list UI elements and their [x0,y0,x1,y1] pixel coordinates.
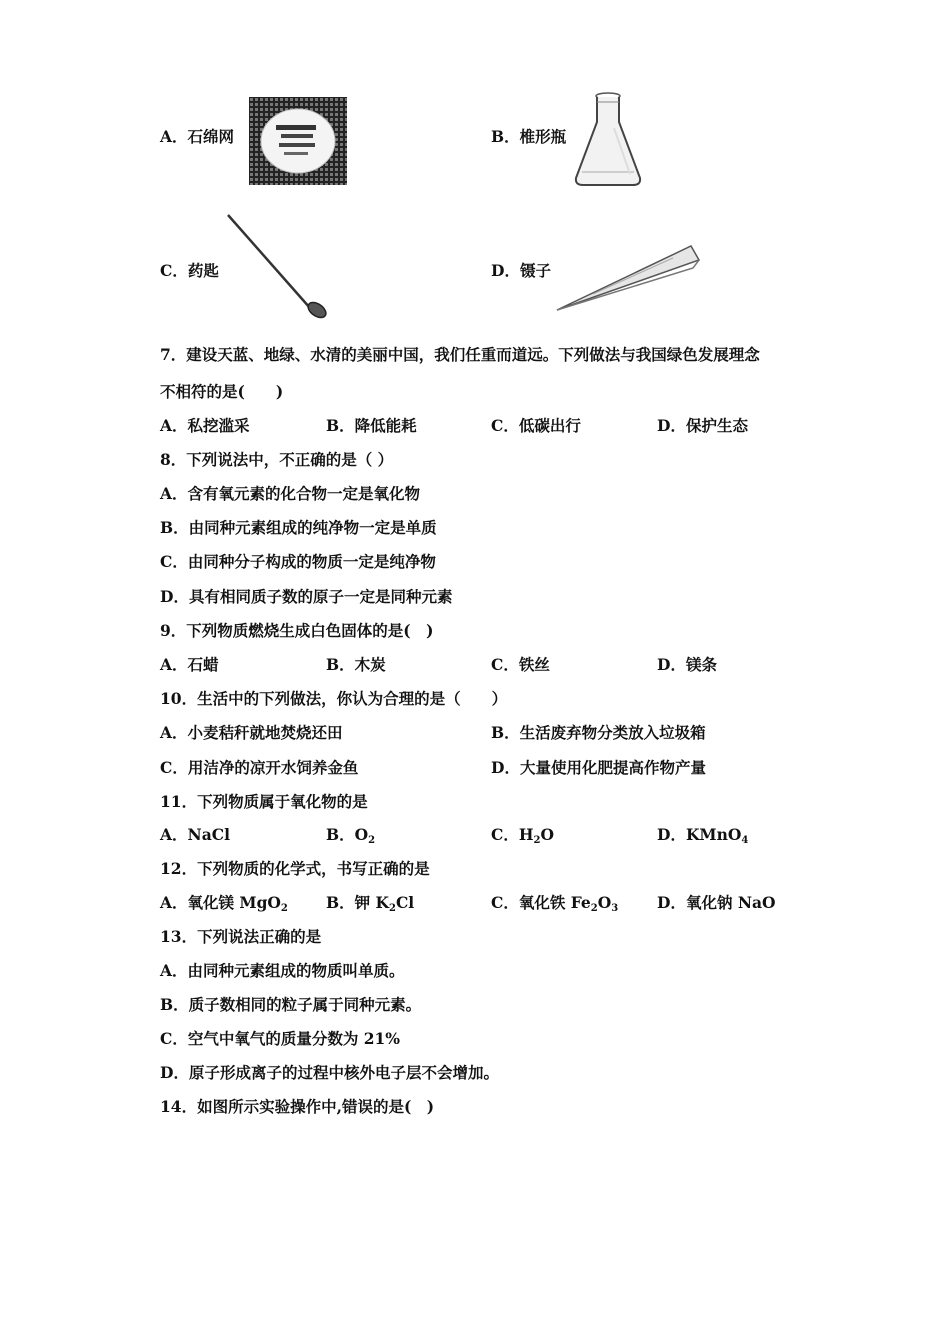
q8-option-b: B．由同种元素组成的纯净物一定是单质 [160,518,437,537]
q6-option-c: C．药匙 [160,261,219,280]
tweezers-image [553,240,703,318]
q13-option-c: C．空气中氧气的质量分数为 21% [160,1029,401,1048]
q7-option-b: B．降低能耗 [326,416,417,435]
q11-option-c: C．$H_2O$ [491,825,554,846]
q10-option-d: D．大量使用化肥提高作物产量 [491,758,706,777]
q13-option-d: D．原子形成离子的过程中核外电子层不会增加。 [160,1063,499,1082]
conical-flask-image [570,88,646,190]
q6-option-b: B．椎形瓶 [491,127,567,146]
q6-option-d: D．镊子 [491,261,551,280]
q12-option-c: C．氧化铁 $Fe_2O_3$ [491,893,619,914]
q10-option-b: B．生活废弃物分类放入垃圾箱 [491,723,706,742]
asbestos-net-image [249,97,347,185]
q11-option-d: D．KMnO$_4$ [657,825,749,846]
q8-stem: 8．下列说法中，不正确的是（ ） [160,450,394,469]
q13-option-b: B．质子数相同的粒子属于同种元素。 [160,995,422,1014]
q10-option-a: A．小麦秸秆就地焚烧还田 [160,723,343,742]
q9-option-a: A．石蜡 [160,655,219,674]
q6-option-a: A．石绵网 [160,127,235,146]
q10-option-c: C．用洁净的凉开水饲养金鱼 [160,758,359,777]
q7-stem-line2: 不相符的是( ) [160,382,284,401]
q11-stem: 11．下列物质属于氧化物的是 [160,792,368,811]
medicine-spoon-image [224,212,334,322]
q9-option-b: B．木炭 [326,655,386,674]
q12-option-b: B．钾 $K_2Cl$ [326,893,415,914]
q7-option-d: D．保护生态 [657,416,748,435]
q9-option-d: D．镁条 [657,655,717,674]
q12-option-d: D．氧化钠 NaO [657,893,776,912]
q8-option-c: C．由同种分子构成的物质一定是纯净物 [160,552,436,571]
q7-stem-line1: 7．建设天蓝、地绿、水清的美丽中国，我们任重而道远。下列做法与我国绿色发展理念 [160,345,760,364]
q12-option-a: A．氧化镁 MgO$_2$ [160,893,288,914]
q9-stem: 9．下列物质燃烧生成白色固体的是( ) [160,621,434,640]
q7-option-a: A．私挖滥采 [160,416,250,435]
q8-option-d: D．具有相同质子数的原子一定是同种元素 [160,587,453,606]
q8-option-a: A．含有氧元素的化合物一定是氧化物 [160,484,421,503]
q7-option-c: C．低碳出行 [491,416,581,435]
q9-option-c: C．铁丝 [491,655,550,674]
q13-stem: 13．下列说法正确的是 [160,927,322,946]
q14-stem: 14．如图所示实验操作中,错误的是( ) [160,1097,435,1116]
q12-stem: 12．下列物质的化学式，书写正确的是 [160,859,430,878]
q11-option-a: A．NaCl [160,825,230,844]
q10-stem: 10．生活中的下列做法，你认为合理的是（ ） [160,689,508,708]
q11-option-b: B．$O_2$ [326,825,376,846]
q13-option-a: A．由同种元素组成的物质叫单质。 [160,961,405,980]
